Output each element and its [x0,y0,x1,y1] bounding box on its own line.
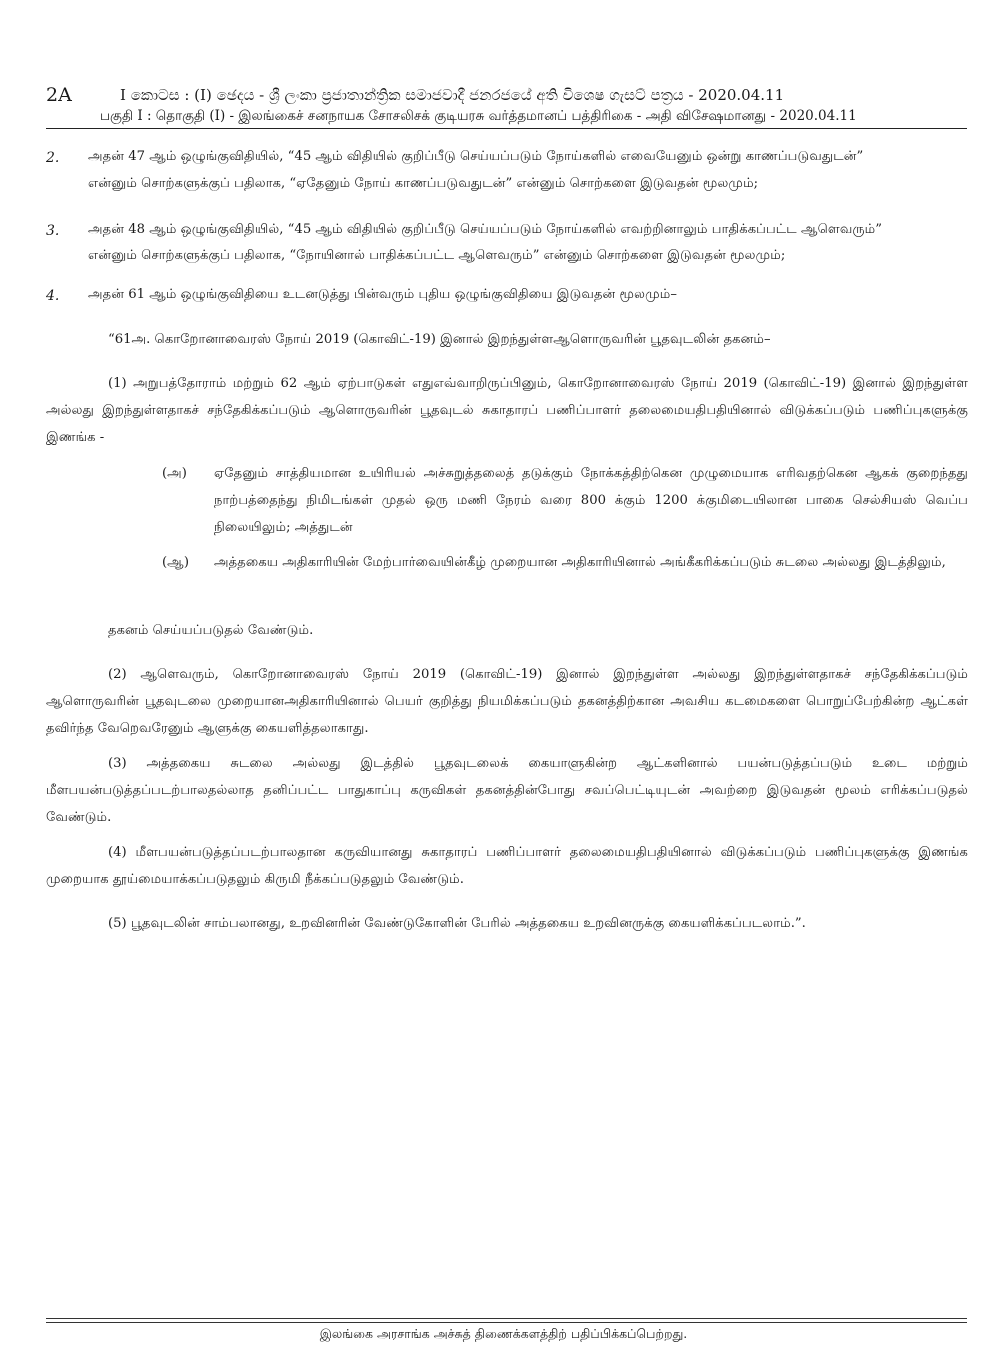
clause-text-line: அதன் 47 ஆம் ஒழுங்குவிதியில், “45 ஆம் விதியில் குறிப்பீடு செய்யப்படும் நோய்களில் எவையேனும் ஒன்று காணப்படுவதுடன்” [88,149,864,164]
header-tamil-title: பகுதி I : தொகுதி (I) - இலங்கைச் சனநாயக சோசலிசக் குடியரசு வர்த்தமானப் பத்திரிகை - அதி விசேஷமானது - 2020.04.11 [100,108,857,124]
regulation-paragraph-1-end: தகனம் செய்யப்படுதல் வேண்டும். [108,623,314,638]
clause-number: 2. [46,150,60,166]
footer-rule [46,1322,967,1323]
sub-clause-label: (அ) [162,466,187,481]
clause-text-line: என்னும் சொற்களுக்குப் பதிலாக, “நோயினால் பாதிக்கப்பட்ட ஆளெவரும்” என்னும் சொற்களை இடுவதன் மூலமும்; [88,248,786,263]
regulation-heading: “61அ. கொறோனாவைரஸ் நோய் 2019 (கொவிட்-19) இனால் இறந்துள்ளஆளொருவரின் பூதவுடலின் தகனம்– [108,332,771,347]
regulation-paragraph-2: (2) ஆளெவரும், கொறோனாவைரஸ் நோய் 2019 (கொவிட்-19) இனால் இறந்துள்ள அல்லது இறந்துள்ளதாகச் சந்தேகிக்கப்படும் ஆளொருவரின் பூதவுடலை முறையானஅதிகாரியினால் பெயர் குறித்து நியமிக்கப்படும் தகனத்திற்கான அவசிய கடமைகளை பொறுப்பேற்கின்ற ஆட்கள் தவிர்ந்த வேறெவரேனும் ஆளுக்கு கையளித்தலாகாது. [46,667,968,736]
sub-clause-text: அத்தகைய அதிகாரியின் மேற்பார்வையின்கீழ் முறையான அதிகாரியினால் அங்கீகரிக்கப்படும் சுடலை அல்லது இடத்திலும், [214,555,946,570]
clause-text-line: என்னும் சொற்களுக்குப் பதிலாக, “ஏதேனும் நோய் காணப்படுவதுடன்” என்னும் சொற்களை இடுவதன் மூலமும்; [88,176,759,191]
sub-clause-text: ஏதேனும் சாத்தியமான உயிரியல் அச்சுறுத்தலைத் தடுக்கும் நோக்கத்திற்கென முழுமையாக எரிவதற்கென ஆகக் குறைந்தது நாற்பத்தைந்து நிமிடங்கள் முதல் ஒரு மணி நேரம் வரை 800 க்கும் 1200 க்குமிடையிலான பாகை செல்சியஸ் வெப்ப நிலையிலும்; அத்துடன் [214,466,968,535]
header-rule [46,128,967,129]
regulation-paragraph-5: (5) பூதவுடலின் சாம்பலானது, உறவினரின் வேண்டுகோளின் பேரில் அத்தகைய உறவினருக்கு கையளிக்கப்படலாம்.”. [108,916,806,931]
clause-number: 4. [46,288,60,304]
clause-number: 3. [46,223,60,239]
printer-imprint: இலங்கை அரசாங்க அச்சுத் திணைக்களத்திற் பதிப்பிக்கப்பெற்றது. [319,1326,688,1341]
regulation-paragraph-4: (4) மீளபயன்படுத்தப்படற்பாலதான கருவியானது சுகாதாரப் பணிப்பாளர் தலைமையதிபதியினால் விடுக்கப்படும் பணிப்புகளுக்கு இணங்க முறையாக தூய்மையாக்கப்படுதலும் கிருமி நீக்கப்படுதலும் வேண்டும். [46,845,968,887]
page-number: 2A [46,84,72,106]
footer-rule [46,1318,967,1319]
regulation-paragraph-1: (1) அறுபத்தோராம் மற்றும் 62 ஆம் ஏற்பாடுகள் எதுஎவ்வாறிருப்பினும், கொறோனாவைரஸ் நோய் 2019 (கொவிட்-19) இனால் இறந்துள்ள அல்லது இறந்துள்ளதாகச் சந்தேகிக்கப்படும் ஆளொருவரின் பூதவுடல் சுகாதாரப் பணிப்பாளர் தலைமையதிபதியினால் விடுக்கப்படும் பணிப்புகளுக்கு இணங்க - [46,376,968,445]
header-sinhala-title: I කොටස : (I) ඡෙදය - ශ්‍රී ලංකා ප්‍රජාතාන්ත්‍රික සමාජවාදී ජනරජයේ අති විශෙෂ ගැසට් පත්‍රය - 2020.04.11 [120,86,785,104]
sub-clause-label: (ஆ) [162,555,189,570]
clause-text-line: அதன் 61 ஆம் ஒழுங்குவிதியை உடனடுத்து பின்வரும் புதிய ஒழுங்குவிதியை இடுவதன் மூலமும்– [88,287,677,302]
regulation-paragraph-3: (3) அத்தகைய சுடலை அல்லது இடத்தில் பூதவுடலைக் கையாளுகின்ற ஆட்களினால் பயன்படுத்தப்படும் உடை மற்றும் மீளபயன்படுத்தப்படற்பாலதல்லாத தனிப்பட்ட பாதுகாப்பு கருவிகள் தகனத்தின்போது சவப்பெட்டியுடன் அவற்றை இடுவதன் மூலம் எரிக்கப்படுதல் வேண்டும். [46,756,968,825]
clause-text-line: அதன் 48 ஆம் ஒழுங்குவிதியில், “45 ஆம் விதியில் குறிப்பீடு செய்யப்படும் நோய்களில் எவற்றினாலும் பாதிக்கப்பட்ட ஆளெவரும்” [88,222,883,237]
